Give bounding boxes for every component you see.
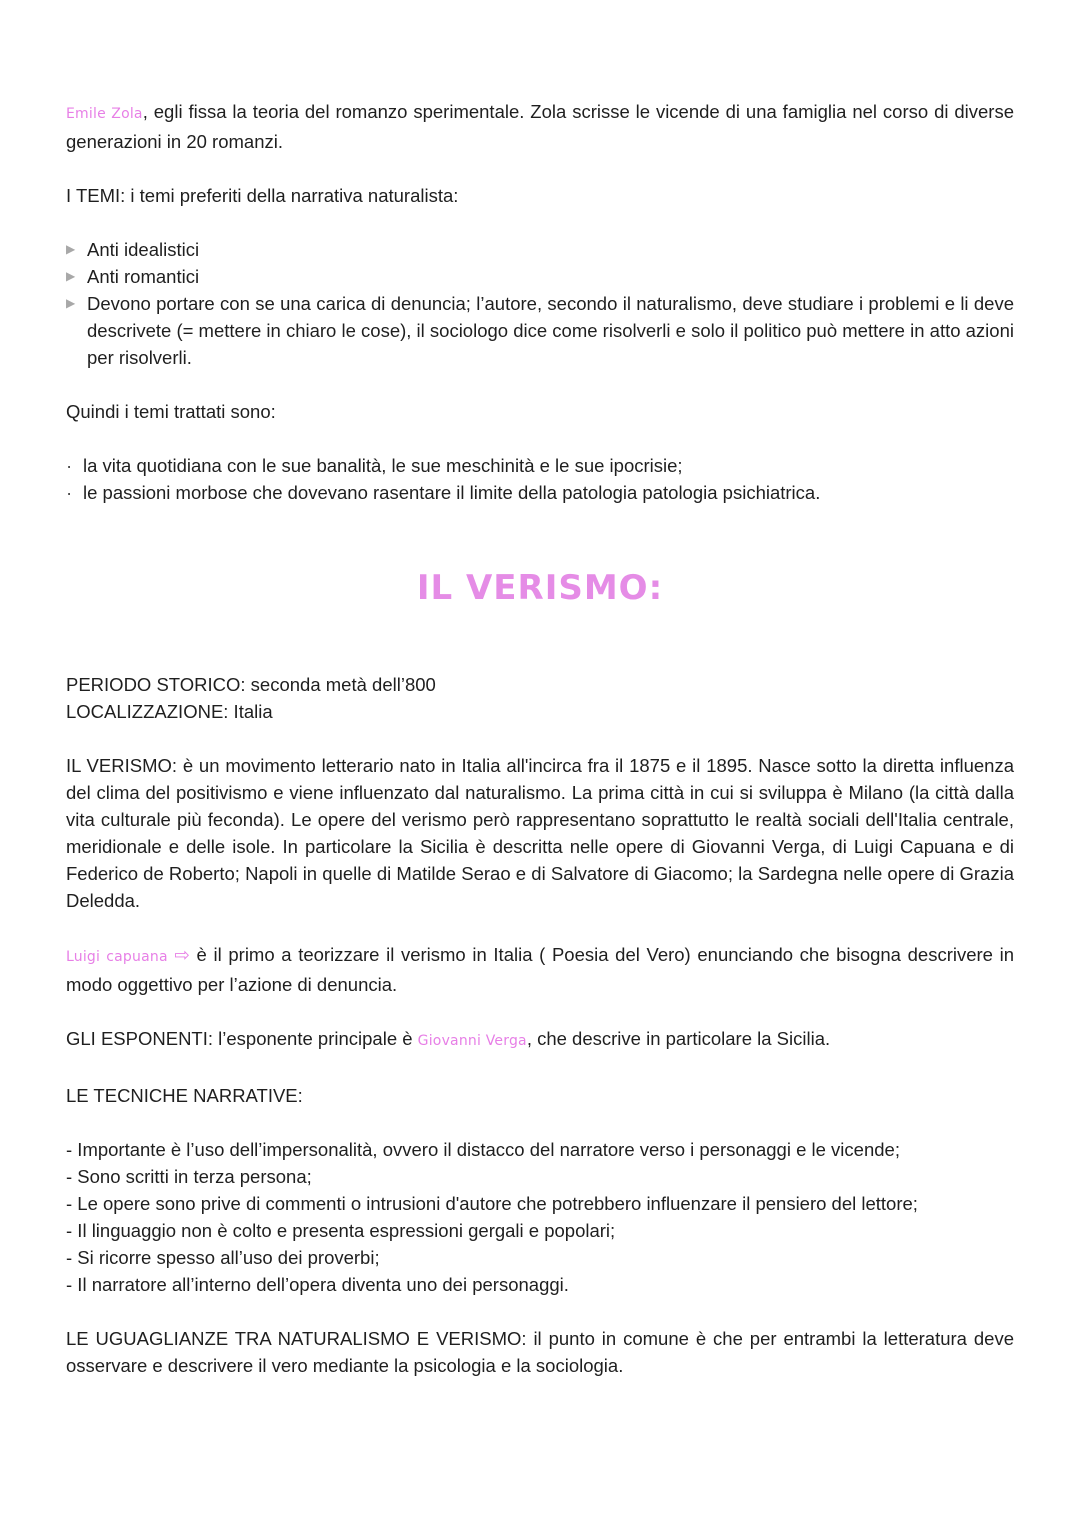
list-item: - Le opere sono prive di commenti o intrusioni d'autore che potrebbero influenzare il pensiero del lettore; (66, 1193, 918, 1214)
list-item: ▶ Devono portare con se una carica di denuncia; l’autore, secondo il naturalismo, deve studiare i problemi e li deve descrivete (= mettere in chiaro le cose), il sociologo dice come risolverli e solo il politico può mettere in atto azioni per risolverli. (66, 290, 1014, 371)
list-item: - Il narratore all’interno dell’opera diventa uno dei personaggi. (66, 1274, 569, 1295)
capuana-paragraph (66, 941, 1014, 998)
triangle-bullet-icon: ▶ (66, 269, 76, 283)
list-item: - Il linguaggio non è colto e presenta espressioni gergali e popolari; (66, 1220, 616, 1241)
list-item: - Importante è l’uso dell’impersonalità, ovvero il distacco del narratore verso i personaggi e le vicende; (66, 1139, 900, 1160)
triangle-bullet-icon: ▶ (66, 242, 76, 256)
tecniche-list (66, 1136, 1014, 1298)
trattati-intro: Quindi i temi trattati sono: (66, 401, 276, 422)
zola-text: , egli fissa la teoria del romanzo sperimentale. Zola scrisse le vicende di una famiglia nel corso di diverse generazioni in 20 romanzi. (66, 101, 1015, 152)
esponenti-paragraph: GLI ESPONENTI: l’esponente principale è Giovanni Verga, che descrive in particolare la Sicilia. (66, 1028, 831, 1049)
tecniche-title: LE TECNICHE NARRATIVE: (66, 1085, 303, 1106)
triangle-bullet-icon: ▶ (66, 296, 76, 310)
arrow-right-icon: ⇨ (174, 944, 190, 965)
list-item: · le passioni morbose che dovevano rasentare il limite della patologia patologia psichiatrica. (66, 479, 1014, 506)
list-item: - Sono scritti in terza persona; (66, 1166, 312, 1187)
dot-bullet-icon: · (66, 482, 73, 503)
zola-paragraph (66, 98, 1014, 155)
author-name-verga: Giovanni Verga (417, 1033, 527, 1049)
list-item: ▶ Anti romantici (66, 263, 1014, 290)
document-page (66, 98, 1014, 1379)
uguaglianze-paragraph: LE UGUAGLIANZE TRA NATURALISMO E VERISMO: il punto in comune è che per entrambi la letteratura deve osservare e descrivere il vero mediante la psicologia e la sociologia. (66, 1328, 1014, 1376)
author-name-capuana: Luigi capuana (66, 949, 168, 965)
section-heading-verismo: IL VERISMO: (416, 568, 664, 608)
list-item: · la vita quotidiana con le sue banalità, le sue meschinità e le sue ipocrisie; (66, 452, 1014, 479)
temi-intro: I TEMI: i temi preferiti della narrativa naturalista: (66, 185, 459, 206)
dot-bullet-icon: · (66, 455, 73, 476)
capuana-text: è il primo a teorizzare il verismo in Italia ( Poesia del Vero) enunciando che bisogna descrivere in modo oggettivo per l’azione di denuncia. (66, 944, 1015, 995)
temi-list (66, 236, 1014, 371)
list-item: - Si ricorre spesso all’uso dei proverbi; (66, 1247, 380, 1268)
trattati-list (66, 452, 1014, 506)
periodo-storico: PERIODO STORICO: seconda metà dell’800 (66, 674, 436, 695)
author-name-zola: Emile Zola (66, 106, 143, 122)
verismo-paragraph: IL VERISMO: è un movimento letterario nato in Italia all'incirca fra il 1875 e il 1895. Nasce sotto la diretta influenza del clima del positivismo e viene influenzato dal naturalismo. La prima città in cui si sviluppa è Milano (la città dalla vita culturale più feconda). Le opere del verismo però rappresentano soprattutto le realtà sociali dell'Italia centrale, meridionale e delle isole. In particolare la Sicilia è descritta nelle opere di Giovanni Verga, di Luigi Capuana e di Federico de Roberto; Napoli in quelle di Matilde Serao e di Salvatore di Giacomo; la Sardegna nelle opere di Grazia Deledda. (66, 755, 1014, 911)
localizzazione: LOCALIZZAZIONE: Italia (66, 701, 273, 722)
list-item: ▶ Anti idealistici (66, 236, 1014, 263)
